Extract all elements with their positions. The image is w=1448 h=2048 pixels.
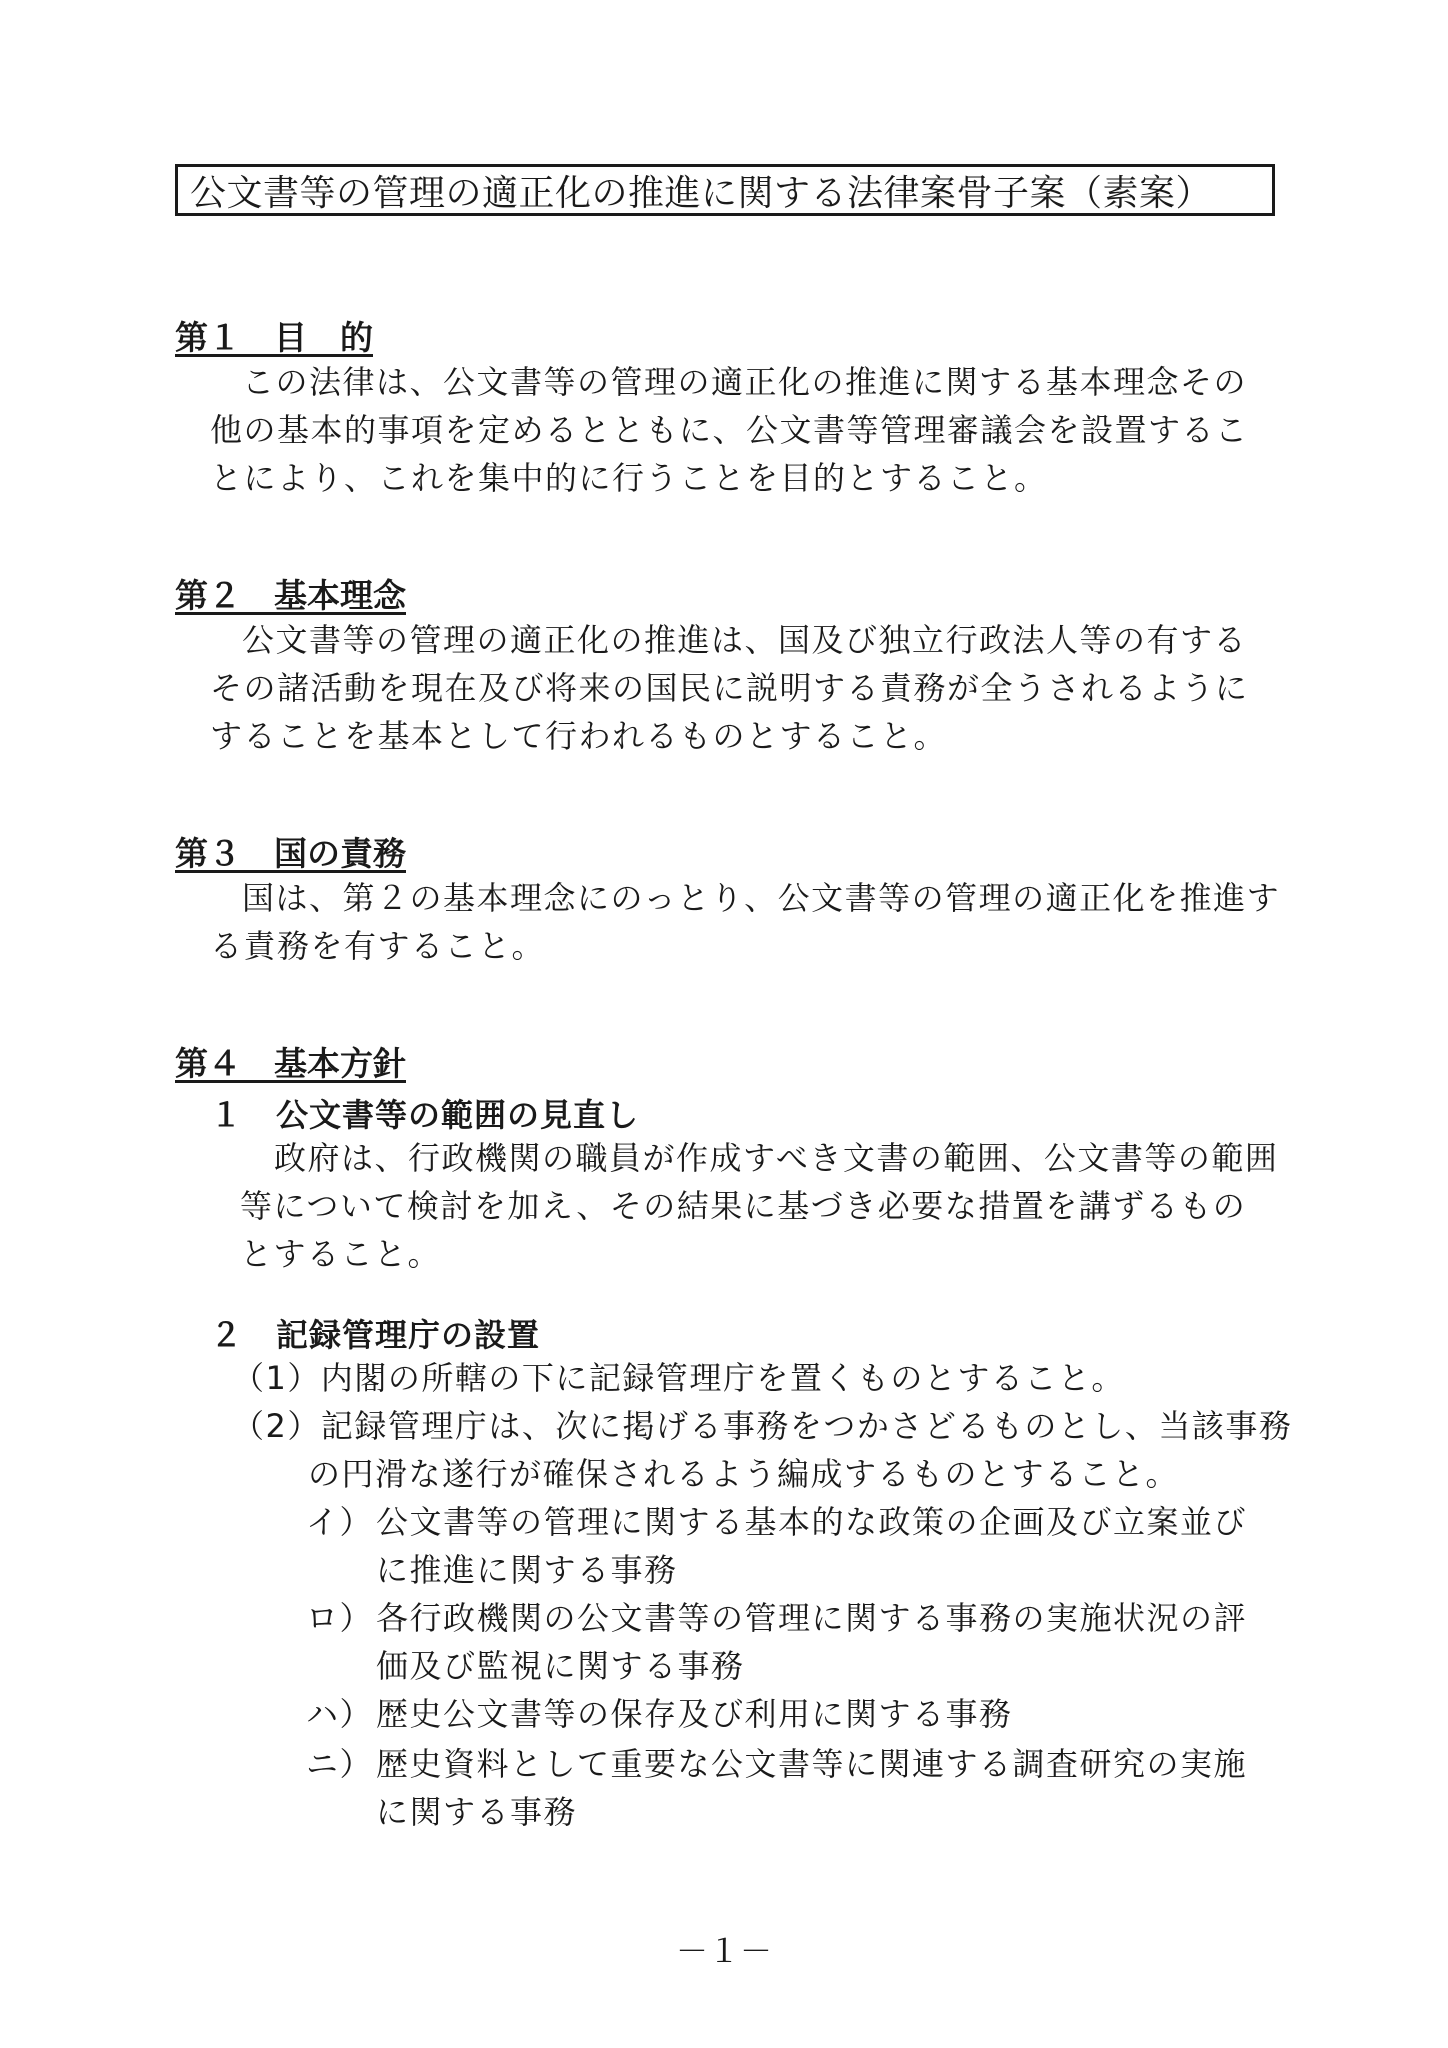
subitem-i-line-2: に推進に関する事務 <box>376 1551 678 1589</box>
subitem-ni-line-2: に関する事務 <box>376 1793 578 1831</box>
section-2-heading: 第２ 基本理念 <box>175 576 406 615</box>
subitem-ha-marker: ハ） <box>306 1695 374 1733</box>
section-3-line-1: 国は、第２の基本理念にのっとり、公文書等の管理の適正化を推進す <box>242 879 1281 917</box>
page-number: －１－ <box>675 1932 772 1970</box>
section-2-line-1: 公文書等の管理の適正化の推進は、国及び独立行政法人等の有する <box>242 621 1248 659</box>
subitem-i-line-1: 公文書等の管理に関する基本的な政策の企画及び立案並び <box>376 1503 1248 1541</box>
subitem-ni-line-1: 歴史資料として重要な公文書等に関連する調査研究の実施 <box>376 1745 1248 1783</box>
subitem-i-marker: イ） <box>306 1503 374 1541</box>
subsection-1-line-3: とすること。 <box>240 1235 442 1273</box>
item-1: （1）内閣の所轄の下に記録管理庁を置くものとすること。 <box>232 1359 1125 1397</box>
item-2-line-1: （2）記録管理庁は、次に掲げる事務をつかさどるものとし、当該事務 <box>232 1407 1293 1445</box>
section-1-line-2: 他の基本的事項を定めるとともに、公文書等管理審議会を設置するこ <box>210 411 1249 449</box>
subsection-1-line-2: 等について検討を加え、その結果に基づき必要な措置を講ずるもの <box>240 1187 1247 1225</box>
section-4-heading: 第４ 基本方針 <box>175 1044 406 1083</box>
section-2-line-2: その諸活動を現在及び将来の国民に説明する責務が全うされるように <box>210 669 1249 707</box>
item-2-line-2: の円滑な遂行が確保されるよう編成するものとすること。 <box>308 1455 1180 1493</box>
subitem-ro-line-1: 各行政機関の公文書等の管理に関する事務の実施状況の評 <box>376 1599 1248 1637</box>
section-1-line-3: とにより、これを集中的に行うことを目的とすること。 <box>210 459 1048 497</box>
document-title: 公文書等の管理の適正化の推進に関する法律案骨子案（素案） <box>175 164 1275 216</box>
subsection-2-heading: ２ 記録管理庁の設置 <box>210 1316 541 1354</box>
subitem-ni-marker: ニ） <box>306 1745 374 1783</box>
section-1-line-1: この法律は、公文書等の管理の適正化の推進に関する基本理念その <box>242 363 1248 401</box>
section-2-line-3: することを基本として行われるものとすること。 <box>210 717 948 755</box>
subitem-ro-line-2: 価及び監視に関する事務 <box>376 1647 745 1685</box>
subsection-1-line-1: 政府は、行政機関の職員が作成すべき文書の範囲、公文書等の範囲 <box>274 1139 1279 1177</box>
section-3-heading: 第３ 国の責務 <box>175 834 406 873</box>
section-3-line-2: る責務を有すること。 <box>210 927 546 965</box>
subitem-ro-marker: ロ） <box>306 1599 374 1637</box>
subsection-1-heading: １ 公文書等の範囲の見直し <box>210 1096 640 1134</box>
section-1-heading: 第１ 目 的 <box>175 318 373 357</box>
subitem-ha-line-1: 歴史公文書等の保存及び利用に関する事務 <box>376 1695 1013 1733</box>
